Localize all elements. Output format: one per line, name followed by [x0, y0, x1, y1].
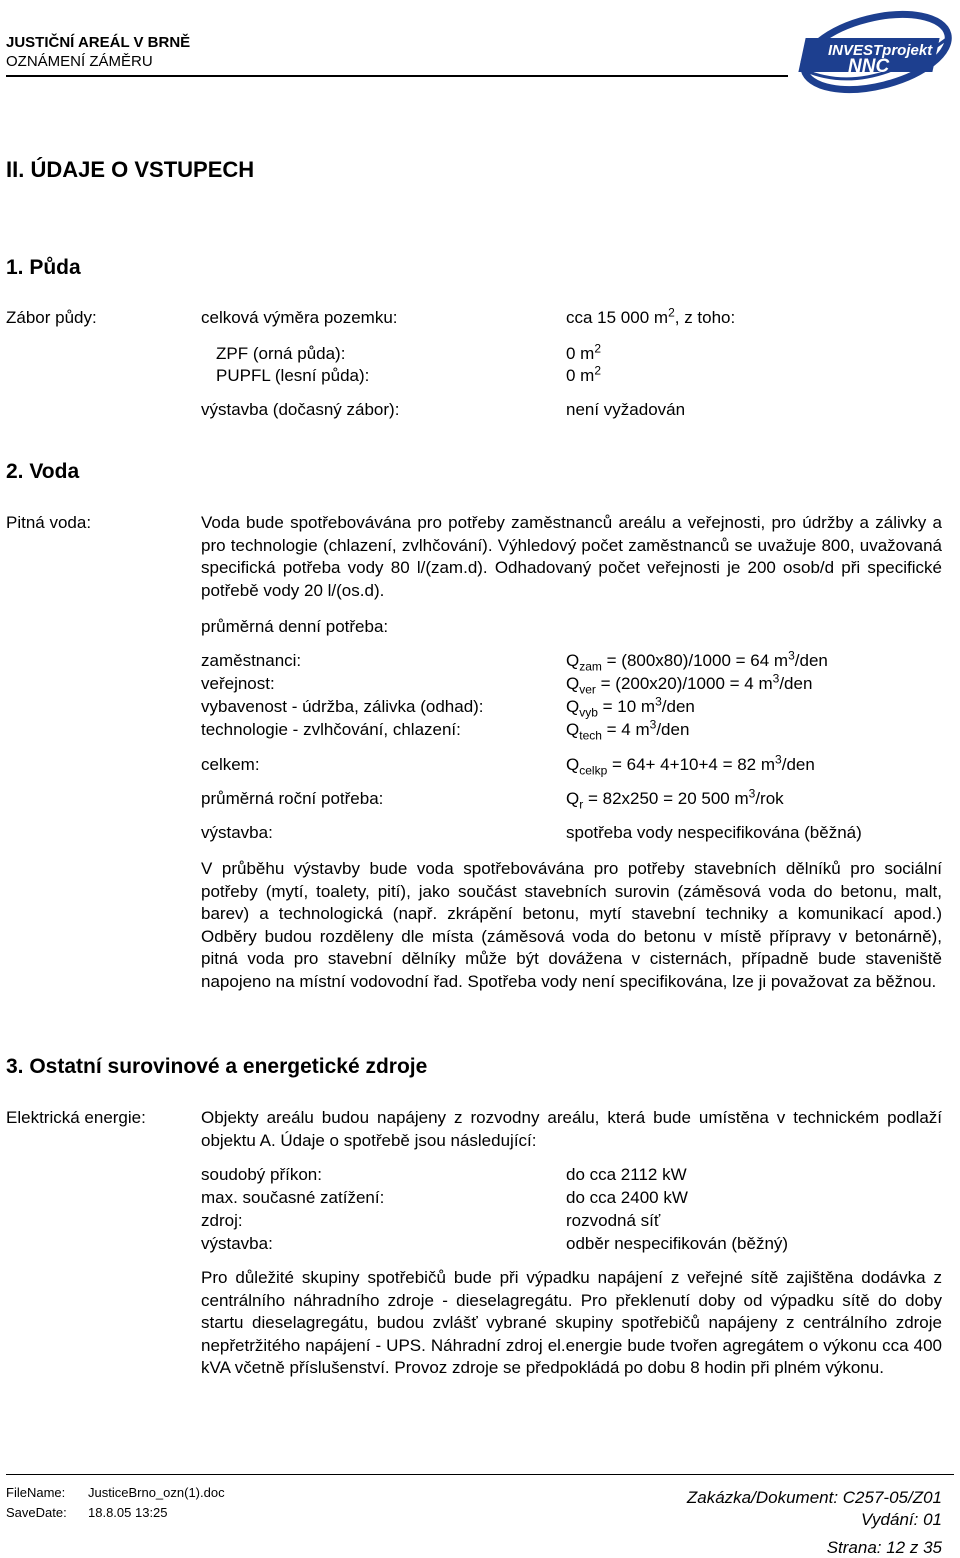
- water-row-name: veřejnost:: [201, 674, 275, 693]
- soil-row-value: 0 $m^2$: [566, 363, 602, 385]
- water-construction-value: spotřeba vody nespecifikována (běžná): [566, 823, 862, 842]
- soil-row-value: cca 15 000 $m^2$, z toho:: [566, 305, 736, 327]
- water-intro: Voda bude spotřebovávána pro potřeby zaměstnanců areálu a veřejnosti, pro údržby a zálivky a pro technologie (chlazení, zvlhčování). Výhledový počet zaměstnanců se uvažuje 800, uvažovaná specifická potřeba vody 80 l/(zam.d). Odhadovaný počet veřejnosti je 200 osob/d při specifické potřebě vody 20 l/(os.d).: [201, 513, 942, 600]
- other-intro: Objekty areálu budou napájeny z rozvodny areálu, která bude umístěna v technickém podlaží objektu A. Údaje o spotřebě jsou následující:: [201, 1108, 942, 1150]
- water-row-formula: $Q_{vyb} = 10$ $m^3$/den: [566, 694, 695, 720]
- header-subtitle: OZNÁMENÍ ZÁMĚRU: [6, 53, 153, 70]
- water-total-formula: $Q_{celkp} = 64+ 4+10+4 = 82$ $m^3$/den: [566, 752, 815, 778]
- section-title: II. ÚDAJE O VSTUPECH: [6, 157, 255, 182]
- soil-row-name: ZPF (orná půda):: [216, 344, 346, 363]
- water-annual-formula: $Q_r = 82x250 = 20$ 500 $m^3$/rok: [566, 786, 784, 812]
- other-row-name: výstavba:: [201, 1234, 273, 1253]
- logo-text-top: INVESTprojekt: [828, 42, 933, 59]
- footer-order: Zakázka/Dokument: C257-05/Z01: [686, 1488, 942, 1507]
- soil-row-name: PUPFL (lesní půda):: [216, 366, 370, 385]
- water-row-formula: $Q_{tech} = 4$ $m^3$/den: [566, 717, 690, 743]
- soil-row-name: výstavba (dočasný zábor):: [201, 400, 400, 419]
- other-heading: 3. Ostatní surovinové a energetické zdroje: [6, 1055, 428, 1078]
- logo-text-bottom: NNC: [848, 56, 890, 77]
- water-label: Pitná voda:: [6, 513, 92, 532]
- footer-savedate-label: SaveDate:: [6, 1505, 67, 1520]
- water-daily-label: průměrná denní potřeba:: [201, 617, 389, 636]
- other-row-value: do cca 2400 kW: [566, 1188, 688, 1207]
- water-row-name: vybavenost - údržba, zálivka (odhad):: [201, 697, 484, 716]
- header-title: JUSTIČNÍ AREÁL V BRNĚ: [6, 34, 191, 51]
- water-row-name: technologie - zvlhčování, chlazení:: [201, 720, 461, 739]
- water-row-formula: $Q_{ver} = (200x20)/1000 = 4$ $m^3$/den: [566, 671, 813, 697]
- other-row-value: do cca 2112 kW: [566, 1165, 687, 1184]
- other-closing: Pro důležité skupiny spotřebičů bude při výpadku napájení z veřejné sítě zajištěna dodávka z centrálního náhradního zdroje - dieselagregátu. Pro překlenutí doby od výpadku sítě do doby startu dieselagregátu, budou zvlášť vybrané skupiny spotřebičů napájeny z centrálního zdroje nepřetržitého napájení - UPS. Náhradní zdroj el.energie bude tvořen agregátem o výkonu cca 400 kVA včetně příslušenství. Provoz zdroje se předpokládá po dobu 8 hodin při plném výkonu.: [201, 1268, 942, 1377]
- soil-heading: 1. Půda: [6, 256, 81, 279]
- footer-filename: JusticeBrno_ozn(1).doc: [88, 1485, 225, 1500]
- soil-row-value: není vyžadován: [566, 400, 686, 419]
- header-rule: [6, 75, 788, 77]
- other-label: Elektrická energie:: [6, 1108, 146, 1127]
- footer-savedate: 18.8.05 13:25: [88, 1505, 168, 1520]
- footer-page-number: Strana: 12 z 35: [826, 1538, 942, 1557]
- footer-filename-label: FileName:: [6, 1485, 66, 1500]
- water-heading: 2. Voda: [6, 460, 80, 483]
- logo-graphic: [798, 8, 958, 94]
- other-row-value: rozvodná síť: [566, 1211, 661, 1230]
- water-construction-name: výstavba:: [201, 823, 273, 842]
- company-logo: [798, 8, 958, 94]
- soil-label: Zábor půdy:: [6, 308, 97, 327]
- water-closing: V průběhu výstavby bude voda spotřebovávána pro potřeby stavebních dělníků pro sociální potřeby (mytí, toalety, pití), jako součást stavebních surovin (záměsová voda do betonu, malt, barev) a technologická (např. zkrápění betonu, mytí stavební techniky a komunikací apod.) Odběry budou rozděleny dle místa (záměsová voda do betonu v místě přípravy v betonárně), pitná voda pro stavební dělníky může být dovážena v cisternách, případně bude staveniště napojeno na místní vodovodní řad. Spotřeba vody není specifikována, lze ji považovat za běžnou.: [201, 859, 942, 991]
- other-row-name: zdroj:: [201, 1211, 243, 1230]
- soil-row-value: 0 $m^2$: [566, 341, 602, 363]
- other-row-name: max. současné zatížení:: [201, 1188, 385, 1207]
- water-annual-name: průměrná roční potřeba:: [201, 789, 384, 808]
- other-row-value: odběr nespecifikován (běžný): [566, 1234, 789, 1253]
- other-row-name: soudobý příkon:: [201, 1165, 322, 1184]
- water-total-name: celkem:: [201, 755, 260, 774]
- footer-rule: [6, 1474, 954, 1475]
- water-row-formula: $Q_{zam} = (800x80)/1000 = 64$ $m^3$/den: [566, 648, 828, 674]
- footer-issue: Vydání: 01: [861, 1510, 942, 1529]
- water-row-name: zaměstnanci:: [201, 651, 302, 670]
- soil-row-name: celková výměra pozemku:: [201, 308, 398, 327]
